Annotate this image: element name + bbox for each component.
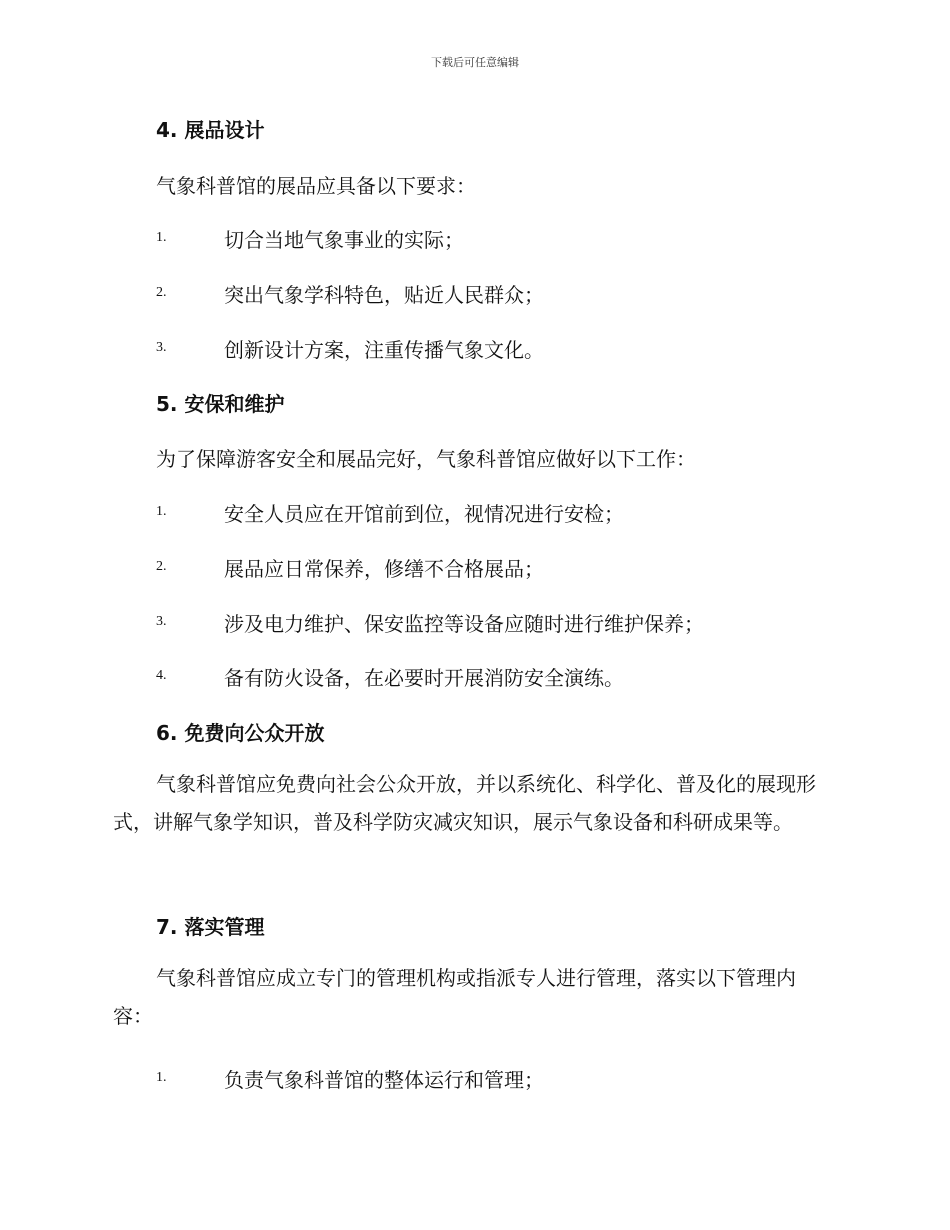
list-number: 3. [156, 340, 167, 355]
list-item [156, 224, 856, 252]
list-text: 切合当地气象事业的实际； [224, 228, 464, 252]
list-number: 2. [156, 559, 167, 574]
list-number: 4. [156, 668, 167, 683]
list-item [156, 334, 856, 362]
list-item [156, 553, 856, 581]
section-5-heading: 5. 安保和维护 [156, 392, 285, 416]
section-6-body [113, 765, 833, 841]
section-6-body-text: 气象科普馆应免费向社会公众开放，并以系统化、科学化、普及化的展现形式，讲解气象学知识，普及科学防灾减灾知识，展示气象设备和科研成果等。 [113, 772, 816, 834]
list-number: 1. [156, 504, 167, 519]
section-6-heading: 6. 免费向公众开放 [156, 721, 325, 745]
list-number: 3. [156, 614, 167, 629]
list-text: 涉及电力维护、保安监控等设备应随时进行维护保养； [224, 612, 704, 636]
section-5-intro: 为了保障游客安全和展品完好，气象科普馆应做好以下工作： [156, 447, 696, 471]
list-text: 突出气象学科特色，贴近人民群众； [224, 283, 544, 307]
list-item [156, 498, 856, 526]
list-text: 展品应日常保养，修缮不合格展品； [224, 557, 544, 581]
list-text: 安全人员应在开馆前到位，视情况进行安检； [224, 502, 624, 526]
section-4-intro: 气象科普馆的展品应具备以下要求： [156, 174, 476, 198]
list-item [156, 1064, 856, 1092]
list-number: 1. [156, 230, 167, 245]
list-text: 备有防火设备，在必要时开展消防安全演练。 [224, 666, 624, 690]
section-7-heading: 7. 落实管理 [156, 915, 265, 939]
list-number: 1. [156, 1070, 167, 1085]
list-item [156, 608, 856, 636]
list-item [156, 662, 856, 690]
list-item [156, 279, 856, 307]
page-header: 下载后可任意编辑 [431, 56, 519, 69]
list-text: 负责气象科普馆的整体运行和管理； [224, 1068, 544, 1092]
list-number: 2. [156, 285, 167, 300]
section-4-heading: 4. 展品设计 [156, 118, 265, 142]
section-7-body-text: 气象科普馆应成立专门的管理机构或指派专人进行管理，落实以下管理内容： [113, 966, 796, 1028]
list-text: 创新设计方案，注重传播气象文化。 [224, 338, 544, 362]
section-7-body [113, 959, 833, 1035]
